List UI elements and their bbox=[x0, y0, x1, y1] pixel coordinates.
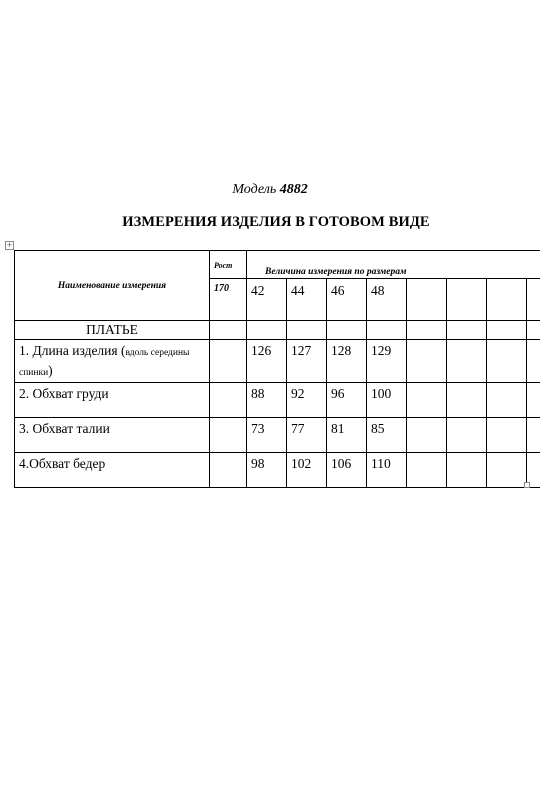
height-header: Рост bbox=[210, 251, 247, 279]
value-cell: 98 bbox=[247, 453, 287, 488]
value-cell: 73 bbox=[247, 418, 287, 453]
row-label-tail: ) bbox=[48, 363, 53, 378]
values-header: Величина измерения по размерам bbox=[247, 251, 540, 279]
value-cell: 126 bbox=[247, 340, 287, 383]
value-cell: 102 bbox=[287, 453, 327, 488]
model-line bbox=[0, 182, 540, 198]
size-cell bbox=[447, 279, 487, 321]
value-cell: 127 bbox=[287, 340, 327, 383]
table-row bbox=[15, 453, 540, 488]
row-label bbox=[15, 340, 210, 383]
value-cell: 92 bbox=[287, 383, 327, 418]
measurements-table bbox=[14, 250, 540, 488]
row-label-main: 1. Длина изделия ( bbox=[19, 343, 126, 358]
value-cell: 110 bbox=[367, 453, 407, 488]
value-cell: 128 bbox=[327, 340, 367, 383]
section-title: ПЛАТЬЕ bbox=[15, 321, 210, 340]
value-cell: 96 bbox=[327, 383, 367, 418]
value-cell: 81 bbox=[327, 418, 367, 453]
size-cell bbox=[487, 279, 527, 321]
size-cell bbox=[407, 279, 447, 321]
section-row bbox=[15, 321, 540, 340]
value-cell: 129 bbox=[367, 340, 407, 383]
row-label: 4.Обхват бедер bbox=[15, 453, 210, 488]
table-move-handle-icon[interactable]: + bbox=[6, 241, 13, 249]
value-cell: 88 bbox=[247, 383, 287, 418]
size-cell bbox=[527, 279, 540, 321]
name-column-header: Наименование измерения bbox=[15, 251, 210, 321]
row-label: 3. Обхват талии bbox=[15, 418, 210, 453]
table-resize-handle[interactable] bbox=[524, 482, 530, 488]
page-title: ИЗМЕРЕНИЯ ИЗДЕЛИЯ В ГОТОВОМ ВИДЕ bbox=[122, 214, 430, 230]
height-value: 170 bbox=[210, 279, 247, 321]
value-cell: 106 bbox=[327, 453, 367, 488]
table-row bbox=[15, 418, 540, 453]
size-cell: 44 bbox=[287, 279, 327, 321]
row-label: 2. Обхват груди bbox=[15, 383, 210, 418]
model-prefix: Модель bbox=[232, 182, 277, 197]
table-row bbox=[15, 340, 540, 383]
size-cell: 46 bbox=[327, 279, 367, 321]
value-cell: 100 bbox=[367, 383, 407, 418]
size-cell: 48 bbox=[367, 279, 407, 321]
size-cell: 42 bbox=[247, 279, 287, 321]
header-row bbox=[15, 251, 540, 279]
table-row bbox=[15, 383, 540, 418]
row-label-note: вдоль середины спинки bbox=[19, 348, 190, 378]
value-cell: 85 bbox=[367, 418, 407, 453]
value-cell: 77 bbox=[287, 418, 327, 453]
model-number: 4882 bbox=[279, 182, 308, 197]
